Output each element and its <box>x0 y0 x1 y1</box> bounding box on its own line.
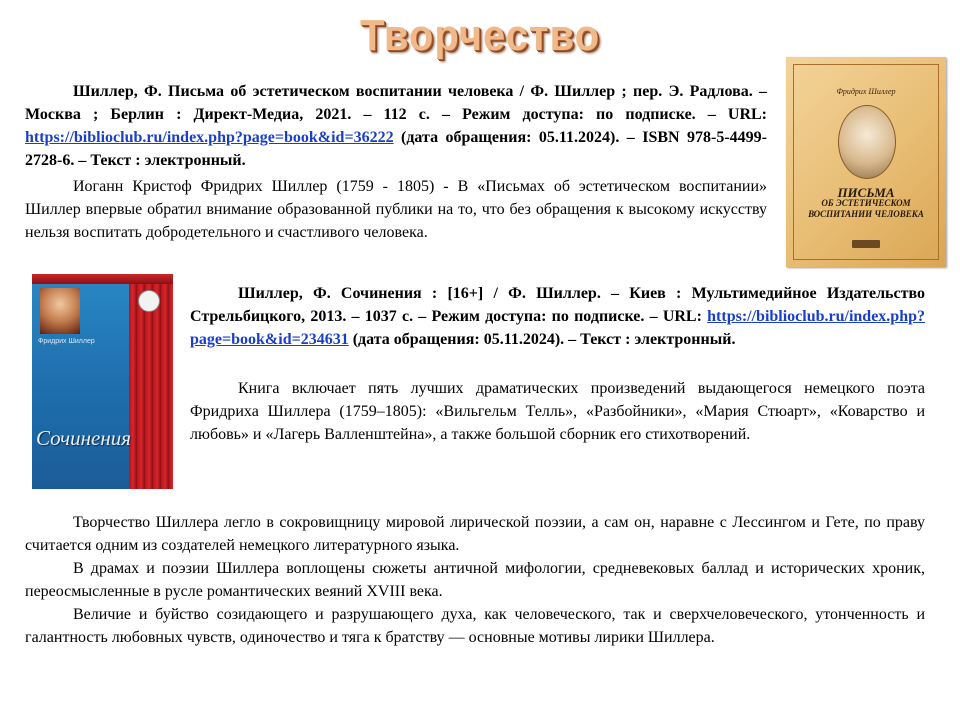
body-paragraph: В драмах и поэзии Шиллера воплощены сюжеты античной мифологии, средневековых баллад и исторических хроник, переосмысленные в русле романтических веяний XVIII века. <box>25 560 925 600</box>
reference-text: (дата обращения: 05.11.2024). – Текст : электронный. <box>348 331 736 348</box>
cover-author: Фридрих Шиллер <box>38 338 95 345</box>
bibliographic-reference-2 <box>190 282 925 351</box>
portrait-image <box>838 105 896 179</box>
portrait-image <box>40 288 80 334</box>
cover-title <box>796 187 936 220</box>
body-paragraph: Творчество Шиллера легло в сокровищницу мировой лирической поэзии, а сам он, наравне с Лессингом и Гете, по праву считается одним из создателей немецкого литературного языка. <box>25 514 925 554</box>
page-title: Творчество <box>359 12 601 60</box>
cover-author: Фридрих Шиллер <box>836 87 896 96</box>
reference-text: Шиллер, Ф. Письма об эстетическом воспитании человека / Ф. Шиллер ; пер. Э. Радлова. – Москва ; Берлин : Директ-Медиа, 2021. – 112 с. – Режим доступа: по подписке. – URL: <box>25 83 767 123</box>
book-description-1: Иоганн Кристоф Фридрих Шиллер (1759 - 1805) - В «Письмах об эстетическом воспитании» Шиллер впервые обратил внимание образованной публики на то, что без обращения к высокому искусству нельзя воспитать добродетельного и счастливого человека. <box>25 178 767 241</box>
book-link[interactable]: https://biblioclub.ru/index.php?page=book&id=234631 <box>190 308 925 348</box>
reference-text: Шиллер, Ф. Сочинения : [16+] / Ф. Шиллер. – Киев : Мультимедийное Издательство Стрельбицкого, 2013. – 1037 с. – Режим доступа: по подписке. – URL: <box>190 285 925 325</box>
cover-title-line: ПИСЬМА <box>837 185 895 200</box>
publisher-logo <box>852 240 880 248</box>
book-link[interactable]: https://biblioclub.ru/index.php?page=book&id=36222 <box>25 129 394 146</box>
curtain-top-decoration <box>32 274 173 284</box>
book-cover-1 <box>786 57 946 267</box>
publisher-seal-icon <box>138 290 160 312</box>
cover-title: Сочинения <box>36 426 132 450</box>
body-paragraph: Величие и буйство созидающего и разрушающего духа, как человеческого, так и сверхчеловеческого, утонченность и галантность любовных чувств, одиночество и тяга к братству — основные мотивы лирики Шиллера. <box>25 606 925 646</box>
book-cover-2 <box>32 274 173 489</box>
reference-text: (дата обращения: 05.11.2024). – ISBN 978-5-4499-2728-6. – Текст : электронный. <box>25 129 767 169</box>
cover-title-line: ОБ ЭСТЕТИЧЕСКОМ ВОСПИТАНИИ ЧЕЛОВЕКА <box>808 198 924 219</box>
bibliographic-reference-1 <box>25 80 767 172</box>
book-description-2: Книга включает пять лучших драматических произведений выдающегося немецкого поэта Фридриха Шиллера (1759–1805): «Вильгельм Телль», «Разбойники», «Мария Стюарт», «Коварство и любовь» и «Лагерь Валленштейна», а также большой сборник его стихотворений. <box>190 380 925 443</box>
